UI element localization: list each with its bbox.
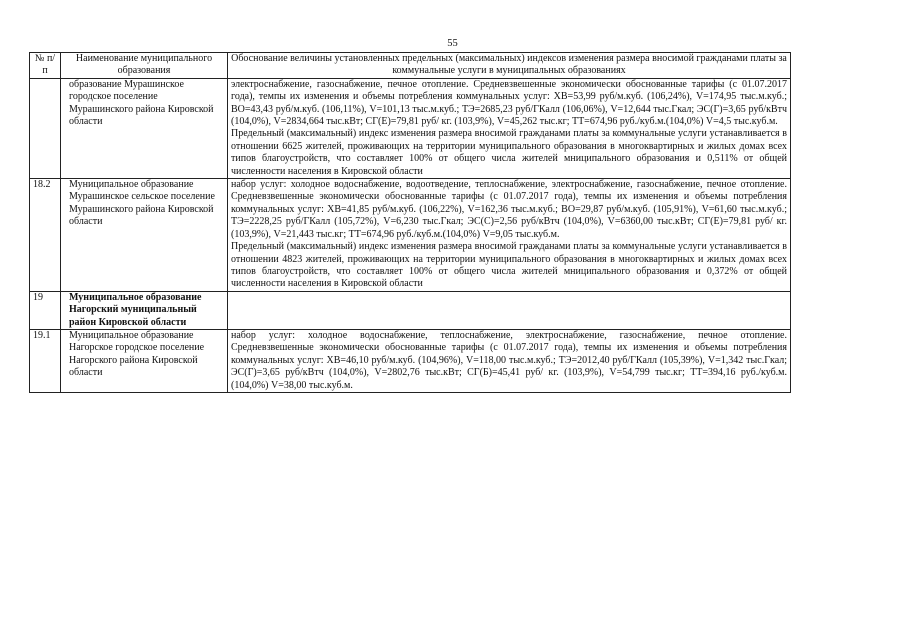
row-desc	[228, 291, 791, 329]
row-desc	[228, 329, 791, 392]
row-num: 18.2	[30, 179, 61, 292]
row-name: Муниципальное образование Нагорское городское поселение Нагорского района Кировской области	[61, 329, 228, 392]
table-row	[30, 291, 791, 329]
row-desc-index: Предельный (максимальный) индекс изменения размера вносимой гражданами платы за коммунальные услуги устанавливается в отношении 4823 жителей, проживающих на территории муниципального образования в многоквартирных и жилых домах всех типов благоустройств, что составляет 100% от общего числа жителей мниципального образования и 0,372% от общей численности населения в Кировской области	[231, 241, 787, 290]
header-name: Наименование муниципального образования	[61, 53, 228, 79]
header-num: № п/п	[30, 53, 61, 79]
tariff-table	[29, 52, 791, 393]
row-desc-tariffs: набор услуг: холодное водоснабжение, водоотведение, теплоснабжение, электроснабжение, газоснабжение, печное отопление. Средневзвешенные экономически обоснованные тарифы (с 01.07.2017 года), темпы их изменения и объемы потребления коммунальных услуг: ХВ=41,85 руб/м.куб. (106,22%), V=162,36 тыс.м.куб.; ВО=29,87 руб/м.куб. (105,91%), V=61,60 тыс.м.куб.; ТЭ=2228,25 руб/ГКалл (105,72%), V=6,230 тыс.Гкал; ЭС(С)=2,56 руб/кВтч (104,0%), V=6360,00 тыс.кВт; СГ(Е)=79,81 руб/ кг. (103,9%), V=21,443 тыс.кг; ТТ=674,96 руб./куб.м.(104,0%) V=9,05 тыс.куб.м.	[231, 179, 787, 240]
row-desc-index: Предельный (максимальный) индекс изменения размера вносимой гражданами платы за коммунальные услуги устанавливается в отношении 6625 жителей, проживающих на территории муниципального образования в многоквартирных и жилых домах всех типов благоустройств, что составляет 100% от общего числа жителей мниципального образования и 0,511% от общей численности населения в Кировской области	[231, 128, 787, 177]
page-number: 55	[447, 38, 458, 49]
row-name: Муниципальное образование Мурашинское сельское поселение Мурашинского района Кировской области	[61, 179, 228, 292]
row-desc-tariffs: электроснабжение, газоснабжение, печное отопление. Средневзвешенные экономически обоснованные тарифы (с 01.07.2017 года), темпы их изменения и объемы потребления коммунальных услуг: ХВ=53,99 руб/м.куб. (106,24%), V=174,95 тыс.м.куб.; ВО=43,43 руб/м.куб. (106,11%), V=101,13 тыс.м.куб.; ТЭ=2685,23 руб/ГКалл (106,06%), V=12,644 тыс.Гкал; ЭС(Г)=3,65 руб/кВтч (104,0%), V=2834,664 тыс.кВт; СГ(Е)=79,81 руб/ кг. (103,9%), V=45,262 тыс.кг; ТТ=674,96 руб./куб.м.(104,0%) V=4,5 тыс.куб.м.	[231, 78, 787, 128]
table-row	[30, 78, 791, 178]
table-header-row	[30, 53, 791, 79]
table-row	[30, 179, 791, 292]
row-num: 19.1	[30, 329, 61, 392]
row-num	[30, 78, 61, 178]
header-desc: Обоснование величины установленных предельных (максимальных) индексов изменения размера вносимой гражданами платы за коммунальные услуги в муниципальных образованиях	[228, 53, 791, 79]
row-name: образование Мурашинское городское поселение Мурашинского района Кировской области	[61, 78, 228, 178]
table-row	[30, 329, 791, 392]
row-num: 19	[30, 291, 61, 329]
row-name: Муниципальное образование Нагорский муниципальный район Кировской области	[61, 291, 228, 329]
row-desc-tariffs: набор услуг: холодное водоснабжение, теплоснабжение, электроснабжение, газоснабжение, печное отопление. Средневзвешенные экономически обоснованные тарифы (с 01.07.2017 года), темпы их изменения и объемы потребления коммунальных услуг: ХВ=46,10 руб/м.куб. (104,96%), V=118,00 тыс.м.куб.; ТЭ=2012,40 руб/ГКалл (105,39%), V=1,342 тыс.Гкал; ЭС(Г)=3,65 руб/кВтч (104,0%), V=2802,76 тыс.кВт; СГ(Б)=45,41 руб/ кг. (103,9%), V=54,799 тыс.кг; ТТ=394,16 руб./куб.м.(104,0%) V=38,00 тыс.куб.м.	[231, 329, 787, 391]
row-desc	[228, 78, 791, 178]
row-desc	[228, 179, 791, 292]
